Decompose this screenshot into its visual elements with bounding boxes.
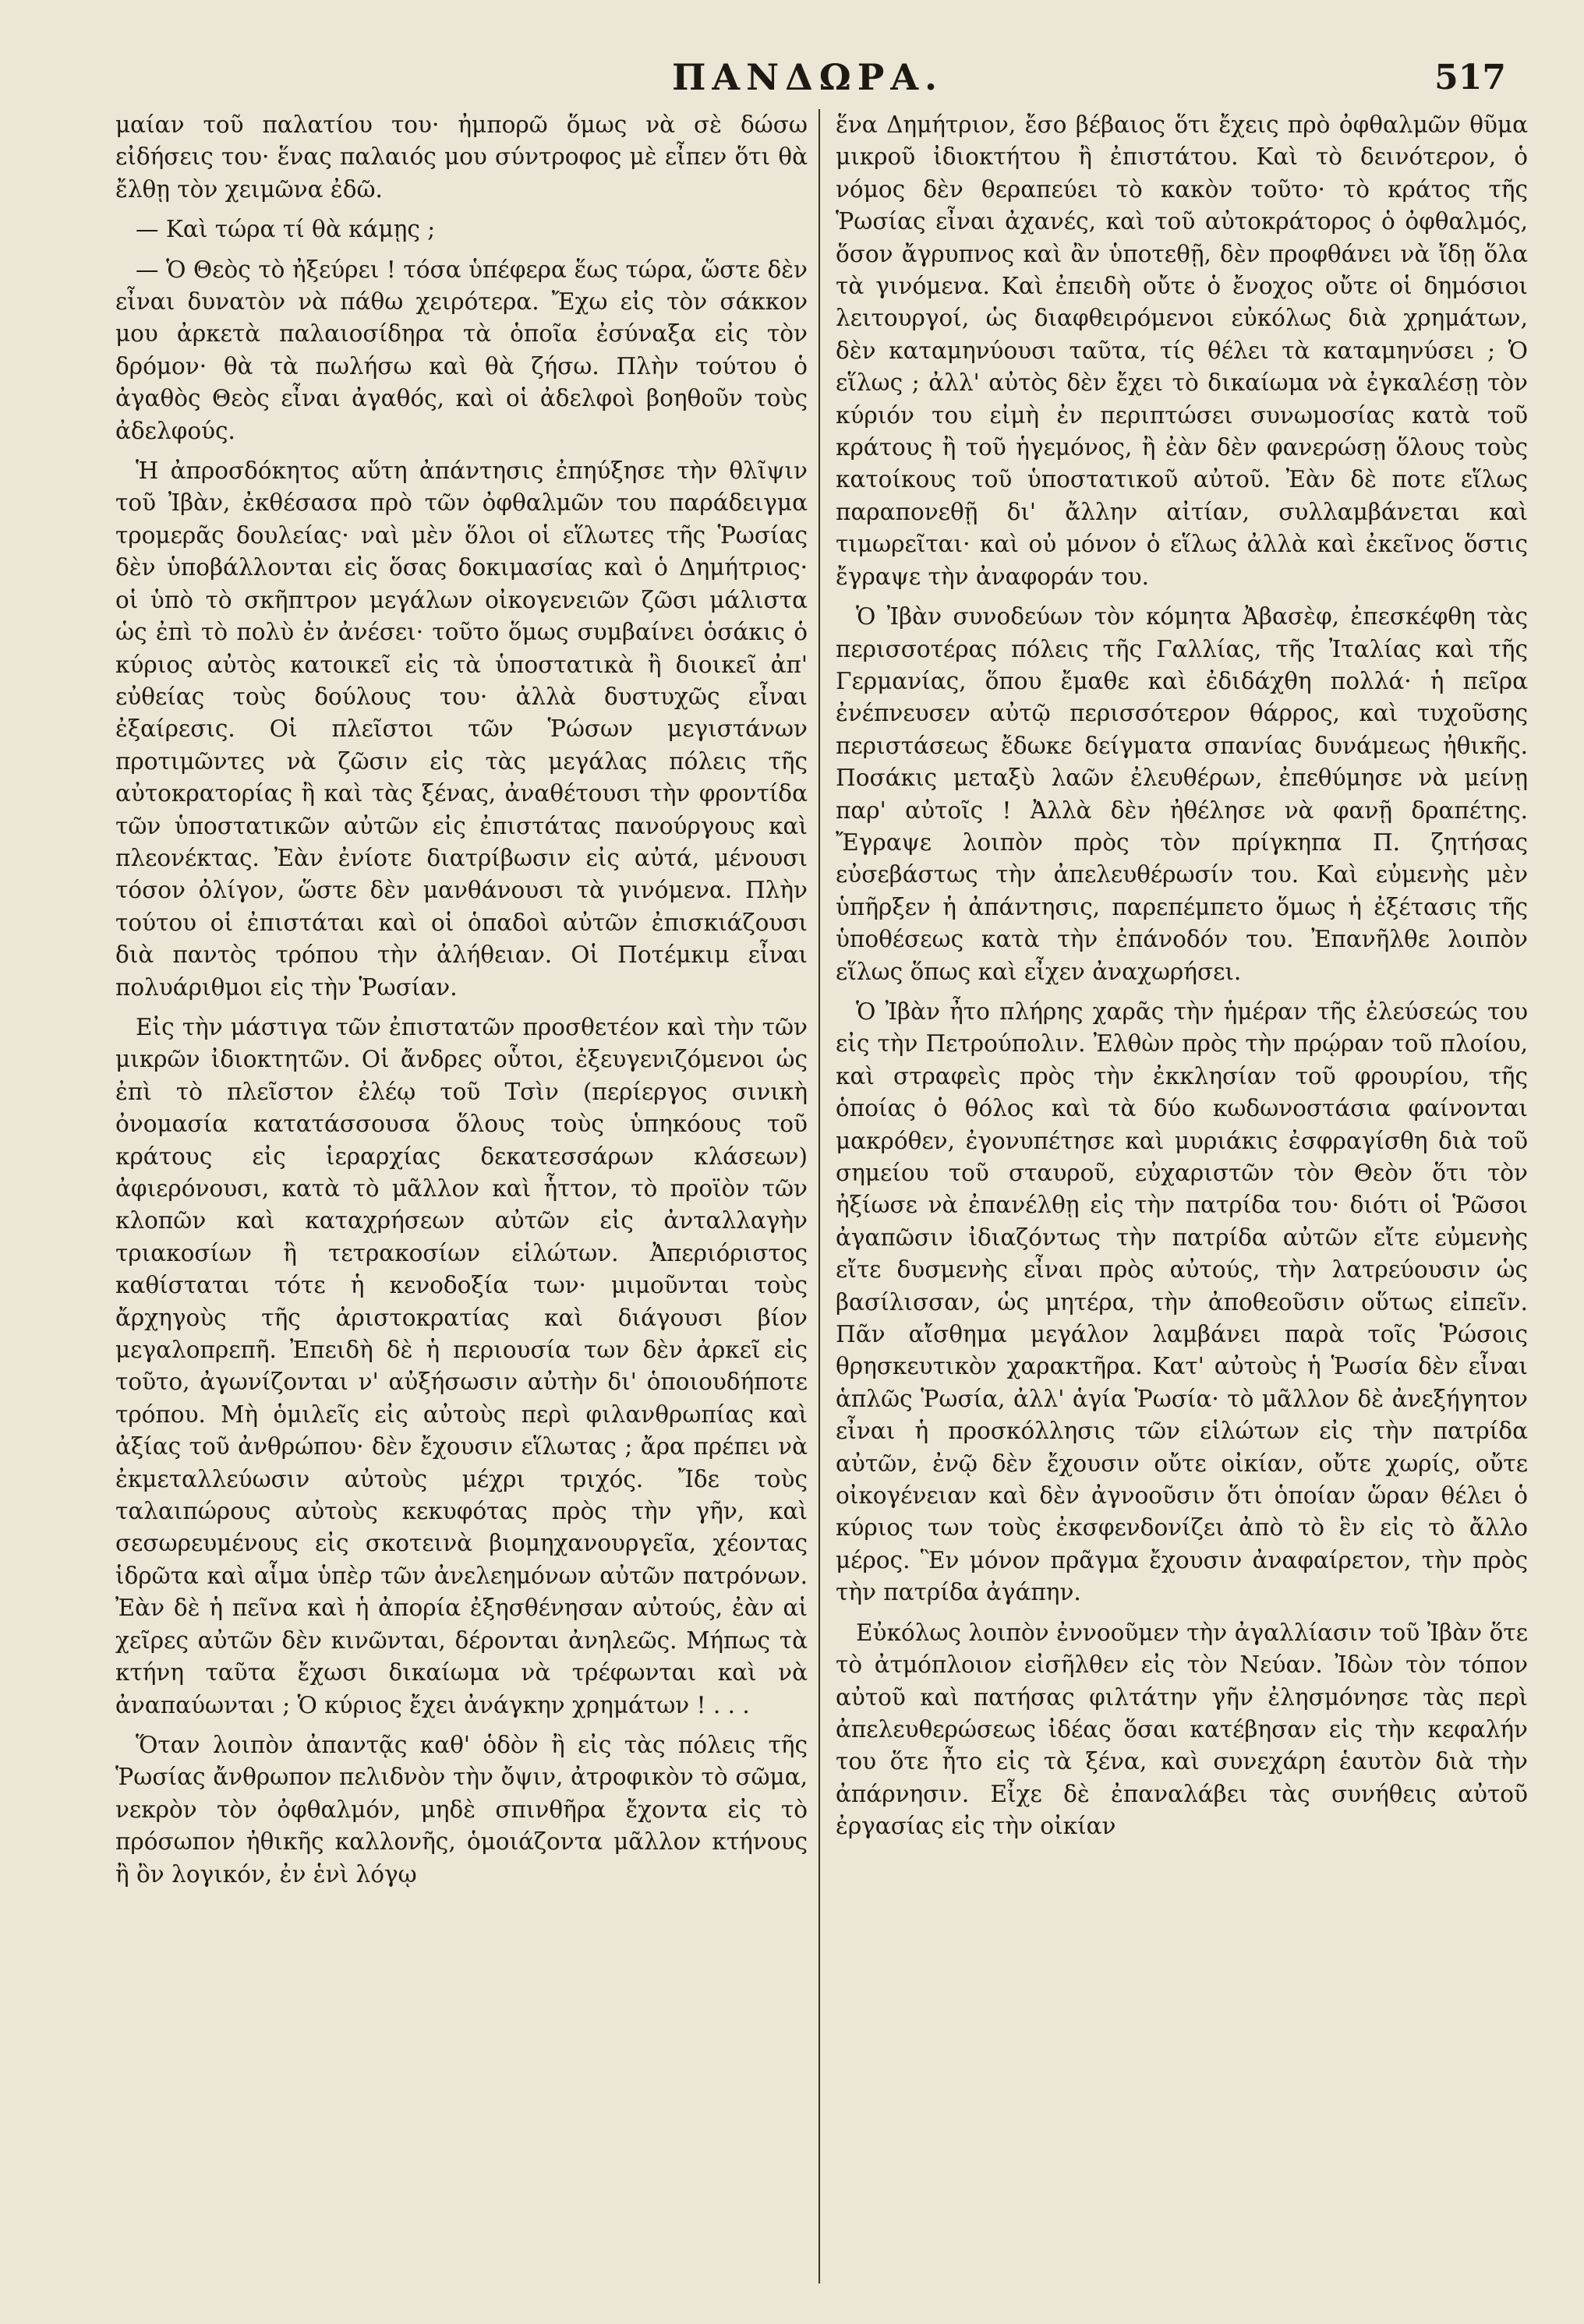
right-column (836, 109, 1528, 2283)
paragraph: Ὁ Ἰβὰν ἦτο πλήρης χαρᾶς τὴν ἡμέραν τῆς ἐλεύσεώς του εἰς τὴν Πετρούπολιν. Ἐλθὼν πρὸς τὴν πρῴραν τοῦ πλοίου, καὶ στραφεὶς πρὸς τὴν ἐκκλησίαν τοῦ φρουρίου, τῆς ὁποίας ὁ θόλος καὶ τὰ δύο κωδωνοστάσια φαίνονται μακρόθεν, ἐγονυπέτησε καὶ μυριάκις ἐσφραγίσθη διὰ τοῦ σημείου τοῦ σταυροῦ, εὐχαριστῶν τὸν Θεὸν ὅτι τὸν ἠξίωσε νὰ ἐπανέλθῃ εἰς τὴν πατρίδα του· διότι οἱ Ῥῶσοι ἀγαπῶσιν ἰδιαζόντως τὴν πατρίδα αὐτῶν εἴτε εὐμενὴς εἴτε δυσμενὴς εἶναι πρὸς αὐτούς, τὴν λατρεύουσιν ὡς βασίλισσαν, ὡς μητέρα, τὴν ἀποθεοῦσιν οὕτως εἰπεῖν. Πᾶν αἴσθημα μεγάλον λαμβάνει παρὰ τοῖς Ῥώσοις θρησκευτικὸν χαρακτῆρα. Κατ' αὐτοὺς ἡ Ῥωσία δὲν εἶναι ἁπλῶς Ῥωσία, ἀλλ' ἁγία Ῥωσία· τὸ μᾶλλον δὲ ἀνεξήγητον εἶναι ἡ προσκόλλησις τῶν εἱλώτων εἰς τὴν πατρίδα αὐτῶν, ἐνῷ δὲν ἔχουσιν οὔτε οἰκίαν, οὔτε χωρίς, οὔτε οἰκογένειαν καὶ δὲν ἀγνοοῦσιν ὅτι ὁποίαν ὥραν θέλει ὁ κύριος των τοὺς ἐκσφενδονίζει ἀπὸ τὸ ἓν εἰς τὸ ἄλλο μέρος. Ἓν μόνον πρᾶγμα ἔχουσιν ἀναφαίρετον, τὴν πρὸς τὴν πατρίδα ἀγάπην. (836, 998, 1528, 1606)
paragraph: Ἡ ἀπροσδόκητος αὕτη ἀπάντησις ἐπηύξησε τὴν θλῖψιν τοῦ Ἰβὰν, ἐκθέσασα πρὸ τῶν ὀφθαλμῶν του παράδειγμα τρομερᾶς δουλείας· ναὶ μὲν ὅλοι οἱ εἵλωτες τῆς Ῥωσίας δὲν ὑποβάλλονται εἰς ὅσας δοκιμασίας καὶ ὁ Δημήτριος· οἱ ὑπὸ τὸ σκῆπτρον μεγάλων οἰκογενειῶν ζῶσι μάλιστα ὡς ἐπὶ τὸ πολὺ ἐν ἀνέσει· τοῦτο ὅμως συμβαίνει ὁσάκις ὁ κύριος αὐτὸς κατοικεῖ εἰς τὰ ὑποστατικὰ ἢ διοικεῖ ἀπ' εὐθείας τοὺς δούλους του· ἀλλὰ δυστυχῶς εἶναι ἐξαίρεσις. Οἱ πλεῖστοι τῶν Ῥώσων μεγιστάνων προτιμῶντες νὰ ζῶσιν εἰς τὰς μεγάλας πόλεις τῆς αὐτοκρατορίας ἢ καὶ τὰς ξένας, ἀναθέτουσι τὴν φροντίδα τῶν ὑποστατικῶν αὐτῶν εἰς ἐπιστάτας πανούργους καὶ πλεονέκτας. Ἐὰν ἐνίοτε διατρίβωσιν εἰς αὐτά, μένουσι τόσον ὀλίγον, ὥστε δὲν μανθάνουσι τὰ γινόμενα. Πλὴν τούτου οἱ ἐπιστάται καὶ οἱ ὁπαδοὶ αὐτῶν ἐπισκιάζουσι διὰ παντὸς τρόπου τὴν ἀλήθειαν. Οἱ Ποτέμκιμ εἶναι πολυάριθμοι εἰς τὴν Ῥωσίαν. (115, 457, 808, 1001)
dialogue-line: — Ὁ Θεὸς τὸ ἠξεύρει ! τόσα ὑπέφερα ἕως τώρα, ὥστε δὲν εἶναι δυνατὸν νὰ πάθω χειρότερα. Ἔχω εἰς τὸν σάκκον μου ἀρκετὰ παλαιοσίδηρα τὰ ὁποῖα ἐσύναξα εἰς τὸν δρόμον· θὰ τὰ πωλήσω καὶ θὰ ζήσω. Πλὴν τούτου ὁ ἀγαθὸς Θεὸς εἶναι ἀγαθός, καὶ οἱ ἀδελφοὶ βοηθοῦν τοὺς ἀδελφούς. (115, 256, 808, 444)
left-column (115, 109, 808, 2283)
paragraph: Εἰς τὴν μάστιγα τῶν ἐπιστατῶν προσθετέον καὶ τὴν τῶν μικρῶν ἰδιοκτητῶν. Οἱ ἄνδρες οὗτοι, ἐξευγενιζόμενοι ὡς ἐπὶ τὸ πλεῖστον ἐλέῳ τοῦ Τσὶν (περίεργος σινικὴ ὀνομασία κατατάσσουσα ὅλους τοὺς ὑπηκόους τοῦ κράτους εἰς ἱεραρχίας δεκατεσσάρων κλάσεων) ἀφιερόνουσι, κατὰ τὸ μᾶλλον καὶ ἧττον, τὸ προϊὸν τῶν κλοπῶν καὶ καταχρήσεων αὐτῶν εἰς ἀνταλλαγὴν τριακοσίων ἢ τετρακοσίων εἱλώτων. Ἀπεριόριστος καθίσταται τότε ἡ κενοδοξία των· μιμοῦνται τοὺς ἄρχηγοὺς τῆς ἀριστοκρατίας καὶ διάγουσι βίον μεγαλοπρεπῆ. Ἐπειδὴ δὲ ἡ περιουσία των δὲν ἀρκεῖ εἰς τοῦτο, ἀγωνίζονται ν' αὐξήσωσιν αὐτὴν δι' ὁποιουδήποτε τρόπου. Μὴ ὁμιλεῖς εἰς αὐτοὺς περὶ φιλανθρωπίας καὶ ἀξίας τοῦ ἀνθρώπου· δὲν ἔχουσιν εἵλωτας ; ἄρα πρέπει νὰ ἐκμεταλλεύωσιν αὐτοὺς μέχρι τριχός. Ἴδε τοὺς ταλαιπώρους αὐτοὺς κεκυφότας πρὸς τὴν γῆν, καὶ σεσωρευμένους εἰς σκοτεινὰ βιομηχανουργεῖα, χέοντας ἱδρῶτα καὶ αἷμα ὑπὲρ τῶν ἀνελεημόνων αὐτῶν πατρόνων. Ἐὰν δὲ ἡ πεῖνα καὶ ἡ ἀπορία ἐξησθένησαν αὐτούς, ἐὰν αἱ χεῖρες αὐτῶν δὲν κινῶνται, δέρονται ἀνηλεῶς. Μήπως τὰ κτήνη ταῦτα ἔχωσι δικαίωμα νὰ τρέφωνται καὶ νὰ ἀναπαύωνται ; Ὁ κύριος ἔχει ἀνάγκην χρημάτων ! . . . (115, 1013, 808, 1718)
paragraph: μαίαν τοῦ παλατίου του· ἠμπορῶ ὅμως νὰ σὲ δώσω εἰδήσεις του· ἕνας παλαιός μου σύντροφος μὲ εἶπεν ὅτι θὰ ἔλθῃ τὸν χειμῶνα ἐδῶ. (115, 111, 808, 203)
page-header (109, 48, 1506, 103)
paragraph: ἕνα Δημήτριον, ἔσο βέβαιος ὅτι ἔχεις πρὸ ὀφθαλμῶν θῦμα μικροῦ ἰδιοκτήτου ἢ ἐπιστάτου. Καὶ τὸ δεινότερον, ὁ νόμος δὲν θεραπεύει τὸ κακὸν τοῦτο· τὸ κράτος τῆς Ῥωσίας εἶναι ἀχανές, καὶ τοῦ αὐτοκράτορος ὁ ὀφθαλμός, ὅσον ἄγρυπνος καὶ ἂν ὑποτεθῇ, δὲν προφθάνει νὰ ἴδῃ ὅλα τὰ γινόμενα. Καὶ ἐπειδὴ οὔτε ὁ ἔνοχος οὔτε οἱ δημόσιοι λειτουργοί, ὡς διαφθειρόμενοι εὐκόλως διὰ χρημάτων, δὲν καταμηνύουσι ταῦτα, τίς θέλει τὰ καταμηνύσει ; Ὁ εἵλως ; ἀλλ' αὐτὸς δὲν ἔχει τὸ δικαίωμα νὰ ἐγκαλέσῃ τὸν κύριόν του εἰμὴ ἐν περιπτώσει συνωμοσίας κατὰ τοῦ κράτους ἢ τοῦ ἡγεμόνος, ἢ ἐὰν δὲν φανερώσῃ ὅλους τοὺς κατοίκους τοῦ ὑποστατικοῦ αὐτοῦ. Ἐὰν δὲ ποτε εἵλως παραπονεθῇ δι' ἄλλην αἰτίαν, συλλαμβάνεται καὶ τιμωρεῖται· καὶ οὐ μόνον ὁ εἵλως ἀλλὰ καὶ ἐκεῖνος ὅστις ἔγραψε τὴν ἀναφοράν του. (836, 111, 1528, 590)
page-number: 517 (1434, 58, 1506, 97)
dialogue-line: — Καὶ τώρα τί θὰ κάμῃς ; (136, 216, 436, 243)
paragraph: Εὐκόλως λοιπὸν ἐννοοῦμεν τὴν ἀγαλλίασιν τοῦ Ἰβὰν ὅτε τὸ ἀτμόπλοιον εἰσῆλθεν εἰς τὸν Νεύαν. Ἰδὼν τὸν τόπον αὐτοῦ καὶ πατήσας φιλτάτην γῆν ἐλησμόνησε τὰς περὶ ἀπελευθερώσεως ἰδέας ὅσαι κατέβησαν εἰς τὴν κεφαλήν του ὅτε ἦτο εἰς τὰ ξένα, καὶ συνεχάρη ἑαυτὸν διὰ τὴν ἀπάρνησιν. Εἶχε δὲ ἐπαναλάβει τὰς συνήθεις αὐτοῦ ἐργασίας εἰς τὴν οἰκίαν (836, 1619, 1528, 1840)
column-divider (819, 109, 820, 2283)
paragraph: Ὁ Ἰβὰν συνοδεύων τὸν κόμητα Ἀβασὲφ, ἐπεσκέφθη τὰς περισσοτέρας πόλεις τῆς Γαλλίας, τῆς Ἰταλίας καὶ τῆς Γερμανίας, ὅπου ἔμαθε καὶ ἐδιδάχθη πολλά· ἡ πεῖρα ἐνέπνευσεν αὐτῷ περισσότερον θάρρος, καὶ τυχοῦσης περιστάσεως ἔδωκε δείγματα σπανίας δυνάμεως ἠθικῆς. Ποσάκις μεταξὺ λαῶν ἐλευθέρων, ἐπεθύμησε νὰ μείνῃ παρ' αὐτοῖς ! Ἀλλὰ δὲν ἠθέλησε νὰ φανῇ δραπέτης. Ἔγραψε λοιπὸν πρὸς τὸν πρίγκηπα Π. ζητήσας εὐσεβάστως τὴν ἀπελευθέρωσίν του. Καὶ εὐμενὴς μὲν ὑπῆρξεν ἡ ἀπάντησις, παρεπέμπετο ὅμως ἡ ἐξέτασις τῆς ὑποθέσεως κατὰ τὴν ἐπάνοδόν του. Ἐπανῆλθε λοιπὸν εἵλως ὅπως καὶ εἶχεν ἀναχωρήσει. (836, 603, 1528, 985)
running-title: ΠΑΝΔΩΡΑ. (671, 56, 944, 98)
paragraph: Ὅταν λοιπὸν ἀπαντᾷς καθ' ὁδὸν ἢ εἰς τὰς πόλεις τῆς Ῥωσίας ἄνθρωπον πελιδνὸν τὴν ὄψιν, ἀτροφικὸν τὸ σῶμα, νεκρὸν τὸν ὀφθαλμόν, μηδὲ σπινθῆρα ἔχοντα εἰς τὸ πρόσωπον ἠθικῆς καλλονῆς, ὁμοιάζοντα μᾶλλον κτήνους ἢ ὂν λογικόν, ἐν ἑνὶ λόγῳ (115, 1731, 808, 1888)
